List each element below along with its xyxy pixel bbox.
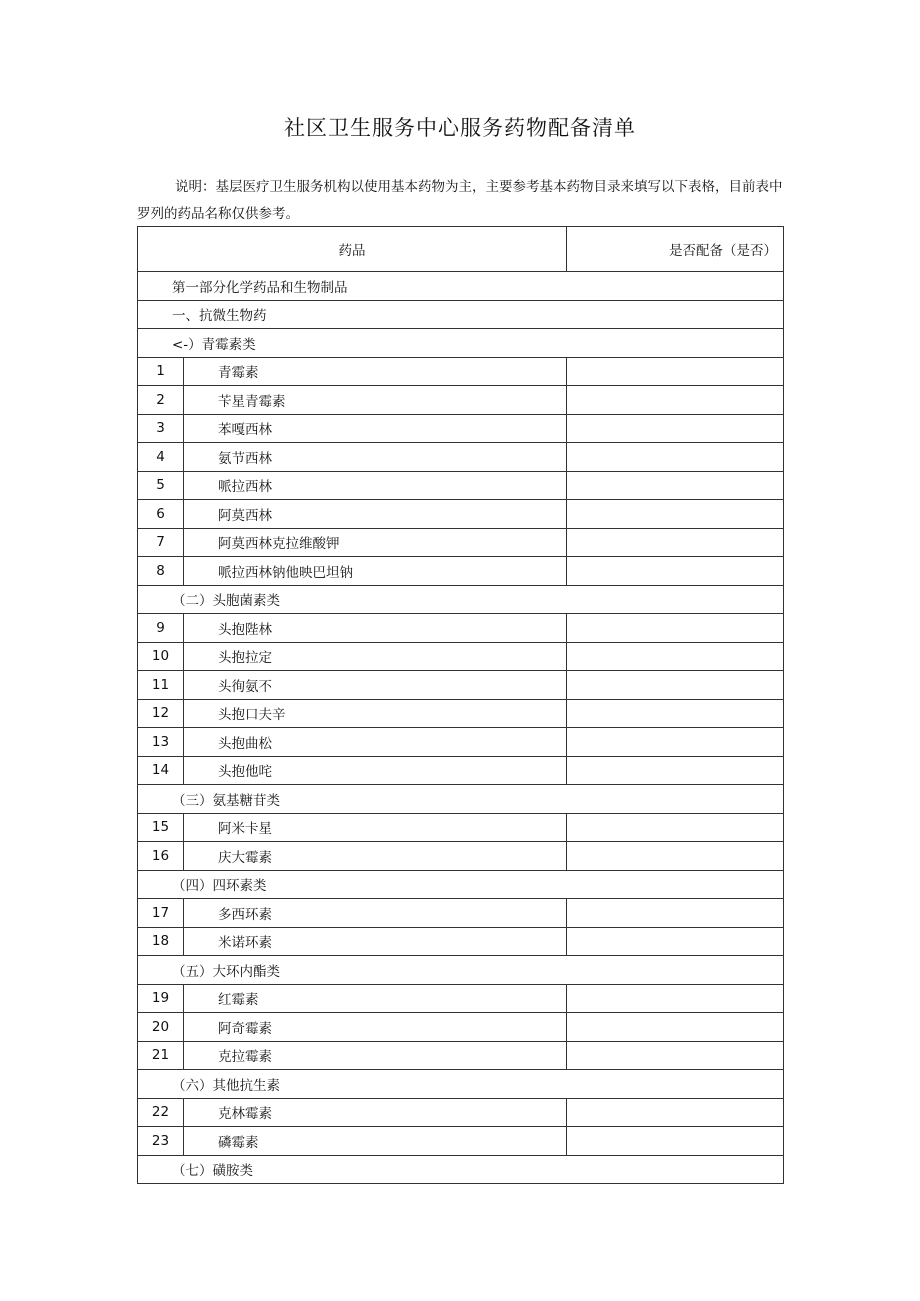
table-row bbox=[138, 642, 784, 671]
table-row bbox=[138, 756, 784, 785]
section-row bbox=[138, 329, 784, 358]
row-number: 9 bbox=[138, 614, 184, 643]
row-number: 16 bbox=[138, 842, 184, 871]
drug-name: 苯嘎西林 bbox=[184, 414, 567, 443]
drug-name: 哌拉西林钠他映巴坦钠 bbox=[184, 557, 567, 586]
row-number: 4 bbox=[138, 443, 184, 472]
equipped-cell[interactable] bbox=[567, 842, 784, 871]
equipped-cell[interactable] bbox=[567, 443, 784, 472]
row-number: 13 bbox=[138, 728, 184, 757]
table-row bbox=[138, 500, 784, 529]
table-row bbox=[138, 699, 784, 728]
table-row bbox=[138, 1127, 784, 1156]
equipped-cell[interactable] bbox=[567, 500, 784, 529]
equipped-cell[interactable] bbox=[567, 813, 784, 842]
page-title: 社区卫生服务中心服务药物配备清单 bbox=[284, 116, 636, 140]
table-row bbox=[138, 471, 784, 500]
instruction-note: 说明：基层医疗卫生服务机构以使用基本药物为主，主要参考基本药物目录来填写以下表格，目前表中罗列的药品名称仅供参考。 bbox=[137, 179, 783, 222]
table-row bbox=[138, 728, 784, 757]
table-row bbox=[138, 899, 784, 928]
table-row bbox=[138, 1098, 784, 1127]
row-number: 21 bbox=[138, 1041, 184, 1070]
table-row bbox=[138, 614, 784, 643]
row-number: 6 bbox=[138, 500, 184, 529]
table-row bbox=[138, 927, 784, 956]
row-number: 14 bbox=[138, 756, 184, 785]
drug-name: 哌拉西林 bbox=[184, 471, 567, 500]
row-number: 11 bbox=[138, 671, 184, 700]
equipped-cell[interactable] bbox=[567, 1127, 784, 1156]
section-label: 一、抗微生物药 bbox=[138, 300, 784, 329]
row-number: 12 bbox=[138, 699, 184, 728]
equipped-cell[interactable] bbox=[567, 471, 784, 500]
section-label: （五）大环内酯类 bbox=[138, 956, 784, 985]
drug-name: 头抱拉定 bbox=[184, 642, 567, 671]
section-row bbox=[138, 956, 784, 985]
equipped-cell[interactable] bbox=[567, 671, 784, 700]
equipped-cell[interactable] bbox=[567, 614, 784, 643]
section-label: （六）其他抗生素 bbox=[138, 1070, 784, 1099]
section-row bbox=[138, 585, 784, 614]
equipped-cell[interactable] bbox=[567, 728, 784, 757]
row-number: 10 bbox=[138, 642, 184, 671]
equipped-cell[interactable] bbox=[567, 984, 784, 1013]
table-row bbox=[138, 842, 784, 871]
equipped-cell[interactable] bbox=[567, 528, 784, 557]
equipped-cell[interactable] bbox=[567, 557, 784, 586]
section-label: 第一部分化学药品和生物制品 bbox=[138, 272, 784, 301]
drug-name: 阿莫西林克拉维酸钾 bbox=[184, 528, 567, 557]
row-number: 22 bbox=[138, 1098, 184, 1127]
section-label: （二）头胞菌素类 bbox=[138, 585, 784, 614]
row-number: 7 bbox=[138, 528, 184, 557]
table-row bbox=[138, 813, 784, 842]
drug-name: 多西环素 bbox=[184, 899, 567, 928]
equipped-cell[interactable] bbox=[567, 1041, 784, 1070]
table-row bbox=[138, 528, 784, 557]
equipped-cell[interactable] bbox=[567, 1098, 784, 1127]
row-number: 17 bbox=[138, 899, 184, 928]
drug-name: 阿莫西林 bbox=[184, 500, 567, 529]
drug-table bbox=[137, 226, 784, 1184]
equipped-cell[interactable] bbox=[567, 386, 784, 415]
equipped-cell[interactable] bbox=[567, 642, 784, 671]
row-number: 1 bbox=[138, 357, 184, 386]
section-row bbox=[138, 1155, 784, 1184]
drug-name: 磷霉素 bbox=[184, 1127, 567, 1156]
table-row bbox=[138, 357, 784, 386]
section-row bbox=[138, 1070, 784, 1099]
drug-name: 头抱口夫辛 bbox=[184, 699, 567, 728]
equipped-cell[interactable] bbox=[567, 899, 784, 928]
equipped-cell[interactable] bbox=[567, 357, 784, 386]
table-header-row bbox=[138, 227, 784, 272]
table-row bbox=[138, 671, 784, 700]
drug-name: 头抱曲松 bbox=[184, 728, 567, 757]
drug-name: 阿米卡星 bbox=[184, 813, 567, 842]
drug-name: 克林霉素 bbox=[184, 1098, 567, 1127]
table-row bbox=[138, 557, 784, 586]
equipped-cell[interactable] bbox=[567, 414, 784, 443]
section-row bbox=[138, 272, 784, 301]
table-row bbox=[138, 1041, 784, 1070]
section-label: <-）青霉素类 bbox=[138, 329, 784, 358]
row-number: 2 bbox=[138, 386, 184, 415]
section-label: （三）氨基糖苷类 bbox=[138, 785, 784, 814]
table-row bbox=[138, 414, 784, 443]
row-number: 20 bbox=[138, 1013, 184, 1042]
drug-name: 氨节西林 bbox=[184, 443, 567, 472]
drug-name: 米诺环素 bbox=[184, 927, 567, 956]
header-equipped: 是否配备（是否） bbox=[567, 227, 784, 272]
row-number: 15 bbox=[138, 813, 184, 842]
section-row bbox=[138, 785, 784, 814]
row-number: 3 bbox=[138, 414, 184, 443]
header-drug: 药品 bbox=[138, 227, 567, 272]
row-number: 19 bbox=[138, 984, 184, 1013]
drug-name: 头抱陛林 bbox=[184, 614, 567, 643]
table-row bbox=[138, 984, 784, 1013]
equipped-cell[interactable] bbox=[567, 1013, 784, 1042]
equipped-cell[interactable] bbox=[567, 699, 784, 728]
drug-name: 青霉素 bbox=[184, 357, 567, 386]
row-number: 5 bbox=[138, 471, 184, 500]
drug-name: 苄星青霉素 bbox=[184, 386, 567, 415]
row-number: 23 bbox=[138, 1127, 184, 1156]
row-number: 8 bbox=[138, 557, 184, 586]
drug-name: 庆大霉素 bbox=[184, 842, 567, 871]
table-row bbox=[138, 443, 784, 472]
row-number: 18 bbox=[138, 927, 184, 956]
section-label: （七）磺胺类 bbox=[138, 1155, 784, 1184]
drug-name: 头抱他咤 bbox=[184, 756, 567, 785]
section-row bbox=[138, 870, 784, 899]
drug-name: 头徇氨不 bbox=[184, 671, 567, 700]
drug-table-body bbox=[138, 227, 784, 1184]
table-row bbox=[138, 1013, 784, 1042]
table-row bbox=[138, 386, 784, 415]
drug-name: 红霉素 bbox=[184, 984, 567, 1013]
drug-name: 阿奇霉素 bbox=[184, 1013, 567, 1042]
section-row bbox=[138, 300, 784, 329]
equipped-cell[interactable] bbox=[567, 756, 784, 785]
drug-name: 克拉霉素 bbox=[184, 1041, 567, 1070]
section-label: （四）四环素类 bbox=[138, 870, 784, 899]
equipped-cell[interactable] bbox=[567, 927, 784, 956]
